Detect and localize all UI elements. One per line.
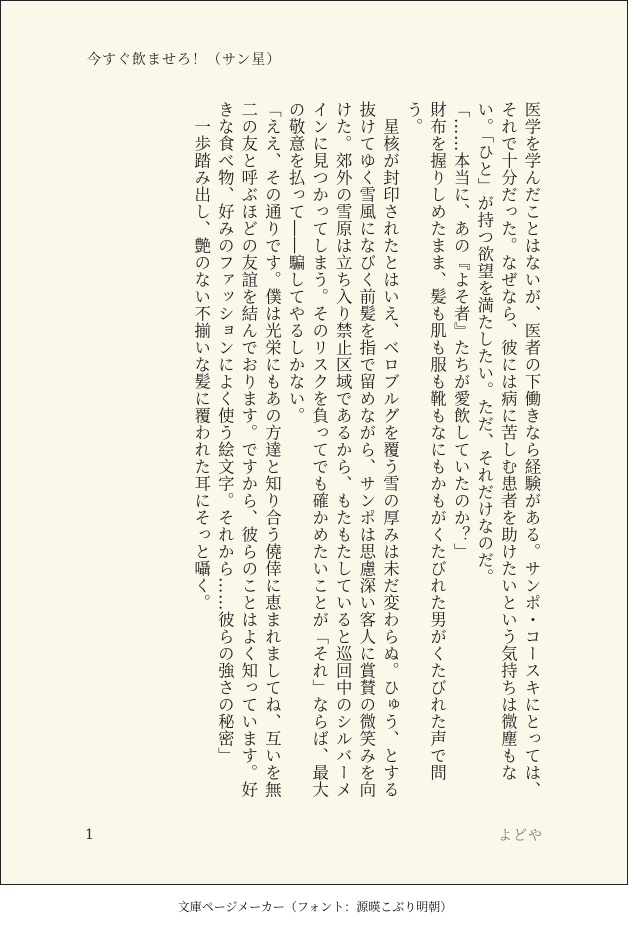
page-number: 1 <box>85 827 94 843</box>
author-name: よどや <box>498 828 543 844</box>
paragraph: 「……本当に、あの『よそ者』たちが愛飲していたのか？」 <box>451 101 471 560</box>
paragraph: 「ええ、その通りです。僕は光栄にもあの方達と知り合う僥倖に恵まれましてね、互いを無二の友と呼ぶほどの友誼を結んでおります。ですから、彼らのことはよく知っています。好きな食べ物、好みのファッションによく使う絵文字。それから……彼らの強さの秘密」 <box>215 101 282 798</box>
paragraph: 財布を握りしめたまま、髪も肌も服も靴もなにもかもがくたびれた男がくたびれた声で問う。 <box>404 101 447 781</box>
paragraph: 医学を学んだことはないが、医者の下働きなら経験がある。サンポ・コースキにとっては、それで十分だった。なぜなら、彼には病に苦しむ患者を助けたいという気持ちは微塵もない。「ひと」が持つ欲望を満たしたい。ただ、それだけなのだ。 <box>474 101 541 798</box>
paragraph: 星核が封印されたとはいえ、ベロブルグを覆う雪の厚みは未だ変わらぬ。ひゅう、とする抜けてゆく雪風になびく前髪を指で留めながら、サンポは思慮深い客人に賞賛の微笑みを向けた。郊外の雪原は立ち入り禁止区域であるから、もたもたしていると巡回中のシルバーメインに見つかってしまう。そのリスクを負ってでも確かめたいことが「それ」ならば、最大の敬意を払って――騙してやるしかない。 <box>286 101 400 798</box>
vertical-body-text <box>73 101 543 805</box>
generator-credit: 文庫ページメーカー（フォント：源暎こぶり明朝） <box>177 900 453 914</box>
paragraph: 一歩踏み出し、艶のない不揃いな髪に覆われた耳にそっと囁く。 <box>191 101 211 611</box>
page-header-title: 今すぐ飲ませろ！（サン星） <box>87 52 282 68</box>
